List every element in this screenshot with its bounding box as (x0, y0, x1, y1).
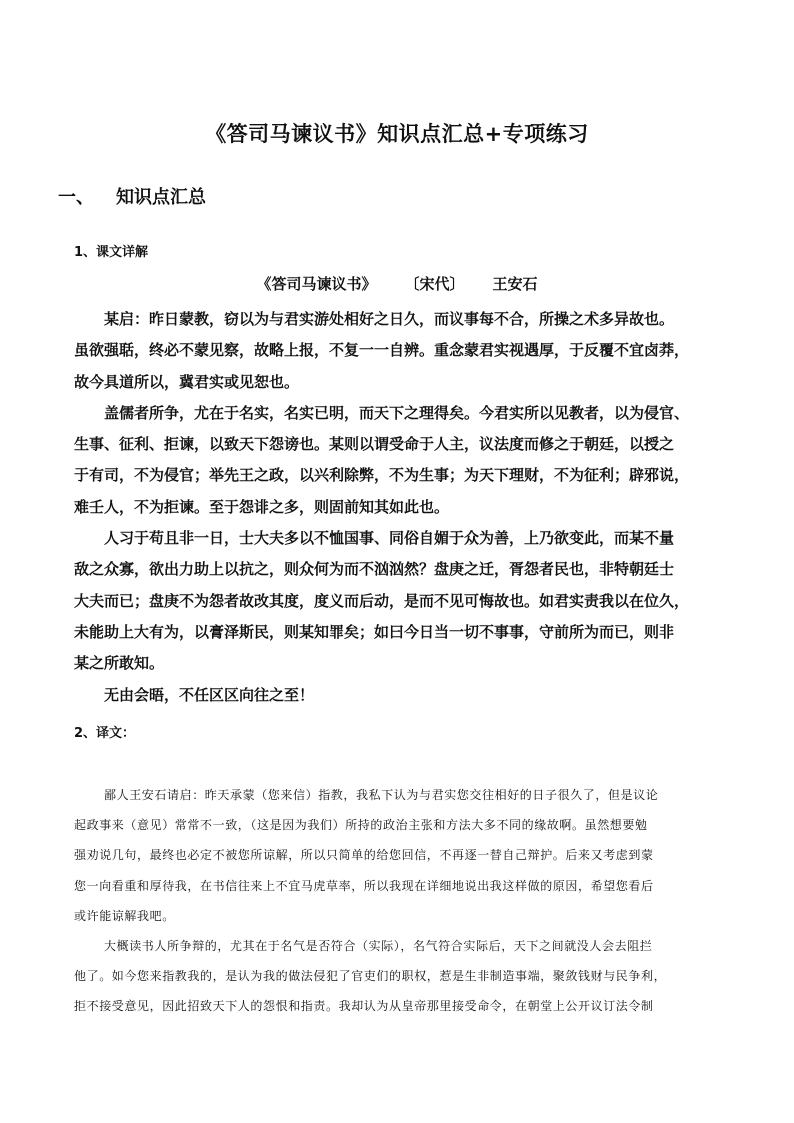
section-heading (58, 183, 206, 209)
text-dynasty: 〔宋代〕 (404, 275, 465, 293)
original-line: 无由会晤，不任区区向往之至！ (104, 685, 315, 704)
original-line: 某启：昨日蒙教，窃以为与君实游处相好之日久，而议事每不合，所操之术多异故也。 (104, 310, 675, 328)
text-author: 王安石 (492, 275, 538, 293)
subsection-heading-text: 1、课文详解 (74, 245, 149, 260)
translation-line: 起政事来（意见）常常不一致，（这是因为我们）所持的政治主张和方法大多不同的缘故啊。虽然想要勉 (74, 818, 648, 833)
translation-line: 鄙人王安石请启：昨天承蒙（您来信）指教，我私下认为与君实您交往相好的日子很久了，但是议论 (104, 788, 659, 802)
translation-line: 拒不接受意见，因此招致天下人的怨恨和指责。我却认为从皇帝那里接受命令，在朝堂上公开议订法令制 (74, 999, 654, 1014)
original-text (74, 304, 734, 711)
text-title-line (0, 273, 794, 294)
original-line: 人习于苟且非一日，士大夫多以不恤国事、同俗自媚于众为善，上乃欲变此，而某不量 (104, 529, 675, 548)
section-number: 一、 (58, 187, 94, 208)
original-line: 生事、征利、拒谏，以致天下怨谤也。某则以谓受命于人主，议法度而修之于朝廷，以授之 (74, 435, 675, 454)
original-line: 故今具道所以，冀君实或见恕也。 (74, 372, 300, 391)
original-line: 于有司，不为侵官；举先王之政，以兴利除弊，不为生事；为天下理财，不为征利；辟邪说， (74, 466, 690, 485)
original-line: 大夫而已；盘庚不为怨者故改其度，度义而后动，是而不见可悔故也。如君实责我以在位久， (74, 591, 690, 610)
original-line: 某之所敢知。 (74, 654, 165, 673)
original-line: 难壬人，不为拒谏。至于怨诽之多，则固前知其如此也。 (74, 497, 450, 516)
subsection-heading-translation: 2、译文： (74, 726, 136, 741)
translation-line: 他了。如今您来指教我的，是认为我的做法侵犯了官吏们的职权，惹是生非制造事端，聚敛钱财与民争利， (74, 969, 667, 984)
translation-line: 强劝说几句，最终也必定不被您所谅解，所以只简单的给您回信，不再逐一替自己辩护。后来又考虑到蒙 (74, 848, 654, 863)
original-line: 虽欲强聒，终必不蒙见察，故略上报，不复一一自辨。重念蒙君实视遇厚，于反覆不宜卤莽， (74, 341, 690, 360)
section-label: 知识点汇总 (116, 187, 206, 208)
translation-line: 或许能谅解我吧。 (74, 908, 175, 923)
translation-line: 您一向看重和厚待我，在书信往来上不宜马虎草率，所以我现在详细地说出我这样做的原因，希望您看后 (74, 878, 654, 893)
original-line: 敌之众寡，欲出力助上以抗之，则众何为而不汹汹然？盘庚之迁，胥怨者民也，非特朝廷士 (74, 560, 675, 579)
translation-line: 大概读书人所争辩的，尤其在于名气是否符合（实际），名气符合实际后，天下之间就没人会去阻拦 (104, 939, 653, 954)
translation-text (74, 780, 734, 1022)
document-title: 《答司马谏议书》知识点汇总+专项练习 (205, 122, 589, 146)
text-title: 《答司马谏议书》 (256, 275, 377, 293)
original-line: 盖儒者所争，尤在于名实，名实已明，而天下之理得矣。今君实所以见教者，以为侵官、 (104, 403, 690, 422)
original-line: 未能助上大有为，以膏泽斯民，则某知罪矣；如曰今日当一切不事事，守前所为而已，则非 (74, 622, 675, 641)
